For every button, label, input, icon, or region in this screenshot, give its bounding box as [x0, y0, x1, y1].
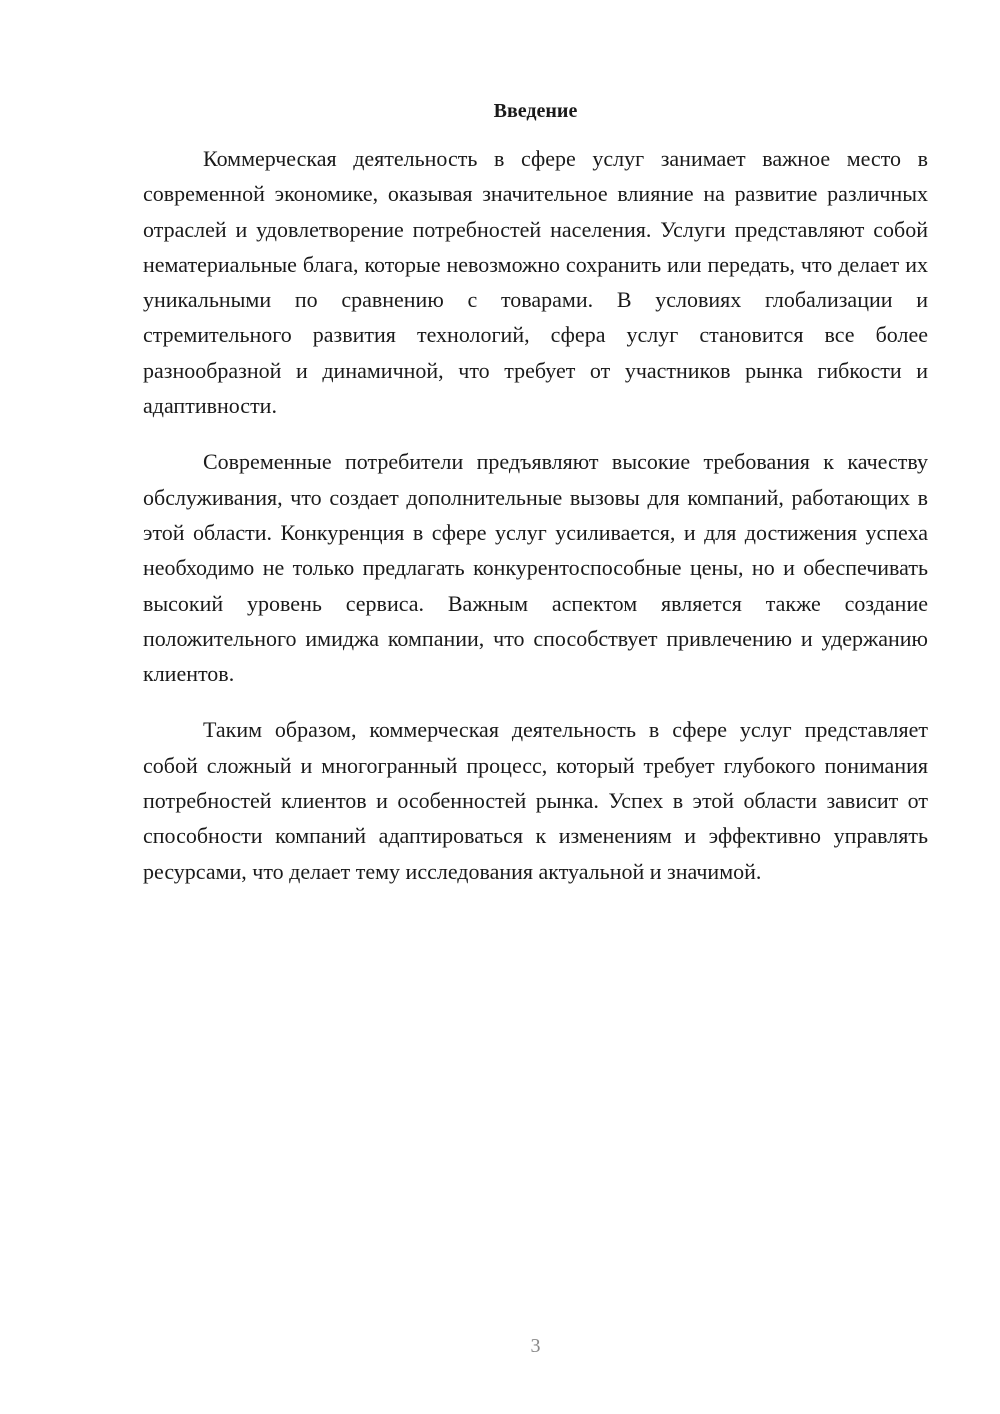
paragraph-1: Коммерческая деятельность в сфере услуг занимает важное место в современной экономике, оказывая значительное влияние на развитие различных отраслей и удовлетворение потребностей населения. Услуги представляют собой нематериальные блага, которые невозможно сохранить или передать, что делает их уникальными по сравнению с товарами. В условиях глобализации и стремительного развития технологий, сфера услуг становится все более разнообразной и динамичной, что требует от участников рынка гибкости и адаптивности.	[143, 146, 928, 419]
page-number: 3	[530, 1335, 541, 1357]
document-body	[143, 141, 928, 910]
paragraph-2: Современные потребители предъявляют высокие требования к качеству обслуживания, что создает дополнительные вызовы для компаний, работающих в этой области. Конкуренция в сфере услуг усиливается, и для достижения успеха необходимо не только предлагать конкурентоспособные цены, но и обеспечивать высокий уровень сервиса. Важным аспектом является также создание положительного имиджа компании, что способствует привлечению и удержанию клиентов.	[143, 449, 928, 687]
paragraph-3: Таким образом, коммерческая деятельность в сфере услуг представляет собой сложный и многогранный процесс, который требует глубокого понимания потребностей клиентов и особенностей рынка. Успех в этой области зависит от способности компаний адаптироваться к изменениям и эффективно управлять ресурсами, что делает тему исследования актуальной и значимой.	[143, 717, 928, 884]
page-title: Введение	[493, 100, 578, 122]
